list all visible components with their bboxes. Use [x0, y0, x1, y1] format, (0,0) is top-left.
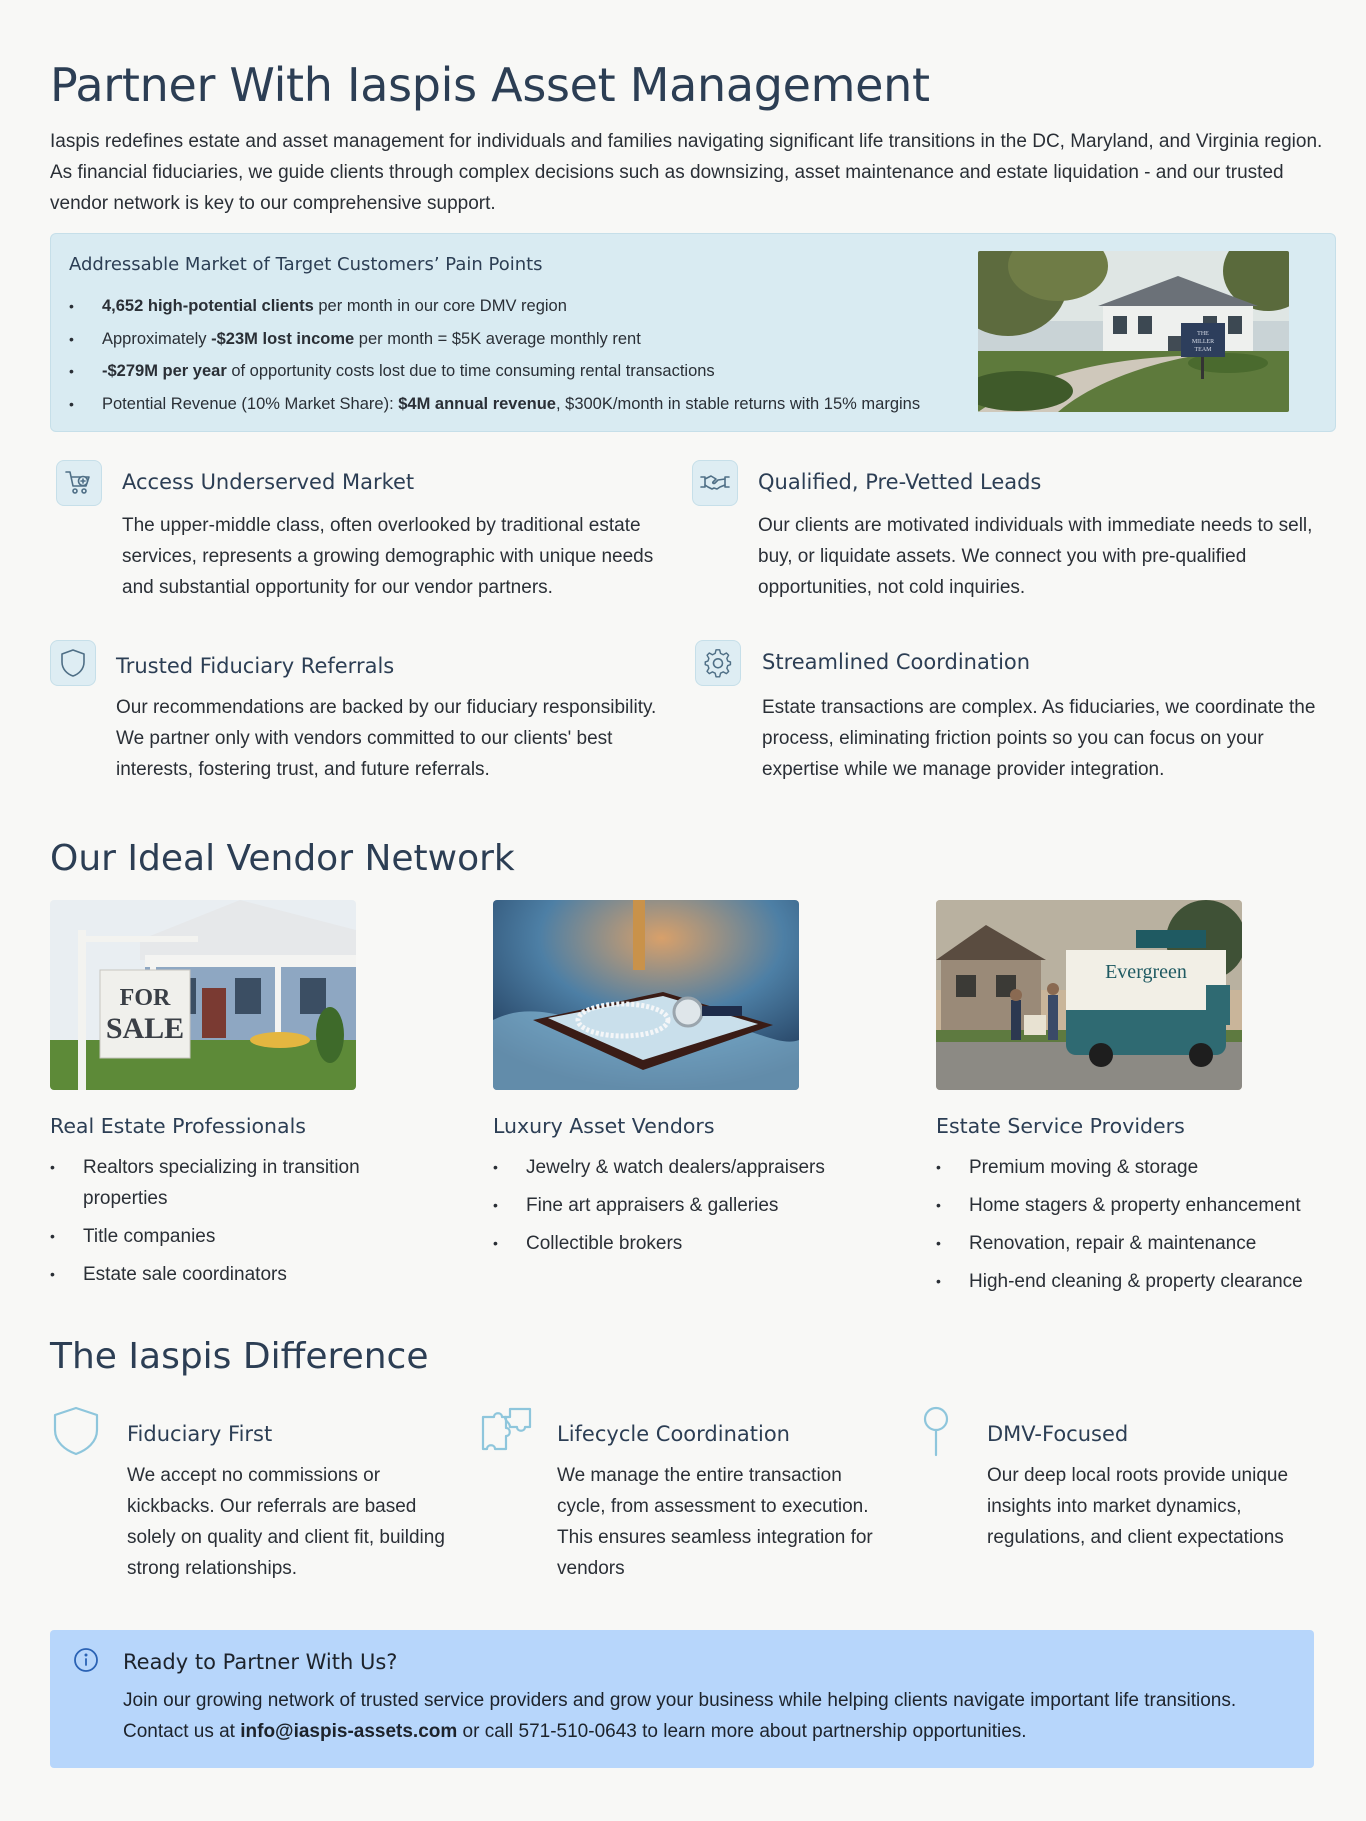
- svg-text:SALE: SALE: [105, 1012, 185, 1045]
- feature-text: The upper-middle class, often overlooked by traditional estate services, represents a growing demographic with unique needs and substantial opportunity for our vendor partners.: [122, 515, 654, 598]
- moving-van-photo: [936, 900, 1242, 1090]
- shield-icon: [50, 1405, 102, 1462]
- vendor-card-real-estate: [50, 900, 470, 1297]
- map-pin-icon: [916, 1405, 956, 1464]
- feature-title: Access Underserved Market: [122, 470, 415, 494]
- market-bullet: • Approximately -$23M lost income per month = $5K average monthly rent: [69, 323, 920, 356]
- difference-title: DMV-Focused: [987, 1422, 1129, 1446]
- cta-title: Ready to Partner With Us?: [123, 1650, 398, 1674]
- list-item: • High-end cleaning & property clearance: [936, 1266, 1356, 1297]
- cta-text: Join our growing network of trusted service providers and grow your business while helping clients navigate important life transitions. Contact us at info@iaspis-assets.com or call 571-510-0643 to learn more about partnership opportunities.: [123, 1690, 1237, 1742]
- feature-access-underserved-market: [56, 460, 666, 620]
- difference-title: Lifecycle Coordination: [557, 1422, 790, 1446]
- vendor-title: Real Estate Professionals: [50, 1114, 306, 1138]
- contact-email-link[interactable]: info@iaspis-assets.com: [240, 1721, 458, 1742]
- list-item: • Fine art appraisers & galleries: [493, 1190, 913, 1221]
- market-panel: [50, 233, 1336, 432]
- vendor-card-estate-services: [936, 900, 1356, 1304]
- jewelry-photo: [493, 900, 799, 1090]
- for-sale-house-photo: [50, 900, 356, 1090]
- difference-title: Fiduciary First: [127, 1422, 273, 1446]
- list-item: • Renovation, repair & maintenance: [936, 1228, 1356, 1259]
- svg-text:MILLER: MILLER: [1191, 339, 1215, 345]
- difference-text: We manage the entire transaction cycle, from assessment to execution. This ensures seamless integration for vendors: [557, 1465, 873, 1579]
- feature-text: Our clients are motivated individuals with immediate needs to sell, buy, or liquidate assets. We connect you with pre-qualified opportunities, not cold inquiries.: [758, 515, 1313, 598]
- feature-streamlined-coordination: [695, 640, 1335, 800]
- list-item: • Estate sale coordinators: [50, 1259, 470, 1290]
- cta-banner: [50, 1630, 1314, 1768]
- vendor-list: [936, 1152, 1356, 1297]
- list-item: • Jewelry & watch dealers/appraisers: [493, 1152, 913, 1183]
- difference-text: Our deep local roots provide unique insights into market dynamics, regulations, and client expectations: [987, 1465, 1289, 1548]
- house-photo: [978, 251, 1289, 412]
- feature-title: Trusted Fiduciary Referrals: [116, 654, 395, 678]
- market-title: Addressable Market of Target Customers’ Pain Points: [69, 254, 543, 275]
- market-bullet: • -$279M per year of opportunity costs lost due to time consuming rental transactions: [69, 355, 920, 388]
- svg-text:Evergreen: Evergreen: [1105, 961, 1187, 983]
- market-bullets: [69, 290, 920, 420]
- list-item: • Premium moving & storage: [936, 1152, 1356, 1183]
- vendor-list: [493, 1152, 913, 1259]
- handshake-icon: [692, 460, 738, 506]
- list-item: • Home stagers & property enhancement: [936, 1190, 1356, 1221]
- market-bullet: • 4,652 high-potential clients per month in our core DMV region: [69, 290, 920, 323]
- shopping-cart-plus-icon: [56, 460, 102, 506]
- vendor-list: [50, 1152, 470, 1290]
- svg-text:FOR: FOR: [119, 985, 171, 1011]
- intro-paragraph: Iaspis redefines estate and asset management for individuals and families navigating significant life transitions in the DC, Maryland, and Virginia region. As financial fiduciaries, we guide clients through complex decisions such as downsizing, asset maintenance and estate liquidation - and our trusted vendor network is key to our comprehensive support.: [50, 131, 1323, 214]
- feature-title: Streamlined Coordination: [762, 650, 1031, 674]
- feature-text: Our recommendations are backed by our fiduciary responsibility. We partner only with vendors committed to our clients' best interests, fostering trust, and future referrals.: [116, 697, 657, 780]
- feature-trusted-fiduciary-referrals: [50, 640, 670, 800]
- difference-section-heading: The Iaspis Difference: [50, 1336, 429, 1377]
- puzzle-icon: [480, 1405, 534, 1462]
- info-icon: [73, 1647, 99, 1678]
- page-title: Partner With Iaspis Asset Management: [50, 58, 930, 112]
- vendor-title: Estate Service Providers: [936, 1114, 1185, 1138]
- feature-qualified-leads: [692, 460, 1332, 620]
- vendor-title: Luxury Asset Vendors: [493, 1114, 715, 1138]
- market-bullet: • Potential Revenue (10% Market Share): $4M annual revenue, $300K/month in stable returns with 15% margins: [69, 388, 920, 421]
- difference-text: We accept no commissions or kickbacks. Our referrals are based solely on quality and client fit, building strong relationships.: [127, 1465, 445, 1579]
- feature-title: Qualified, Pre-Vetted Leads: [758, 470, 1042, 494]
- vendor-section-heading: Our Ideal Vendor Network: [50, 838, 515, 879]
- svg-text:TEAM: TEAM: [1194, 347, 1212, 353]
- list-item: • Realtors specializing in transition properties: [50, 1152, 390, 1214]
- vendor-card-luxury-asset: [493, 900, 913, 1266]
- svg-text:THE: THE: [1197, 331, 1209, 337]
- gear-icon: [695, 640, 741, 686]
- list-item: • Collectible brokers: [493, 1228, 913, 1259]
- feature-text: Estate transactions are complex. As fiduciaries, we coordinate the process, eliminating friction points so you can focus on your expertise while we manage provider integration.: [762, 697, 1316, 780]
- list-item: • Title companies: [50, 1221, 470, 1252]
- shield-icon: [50, 640, 96, 686]
